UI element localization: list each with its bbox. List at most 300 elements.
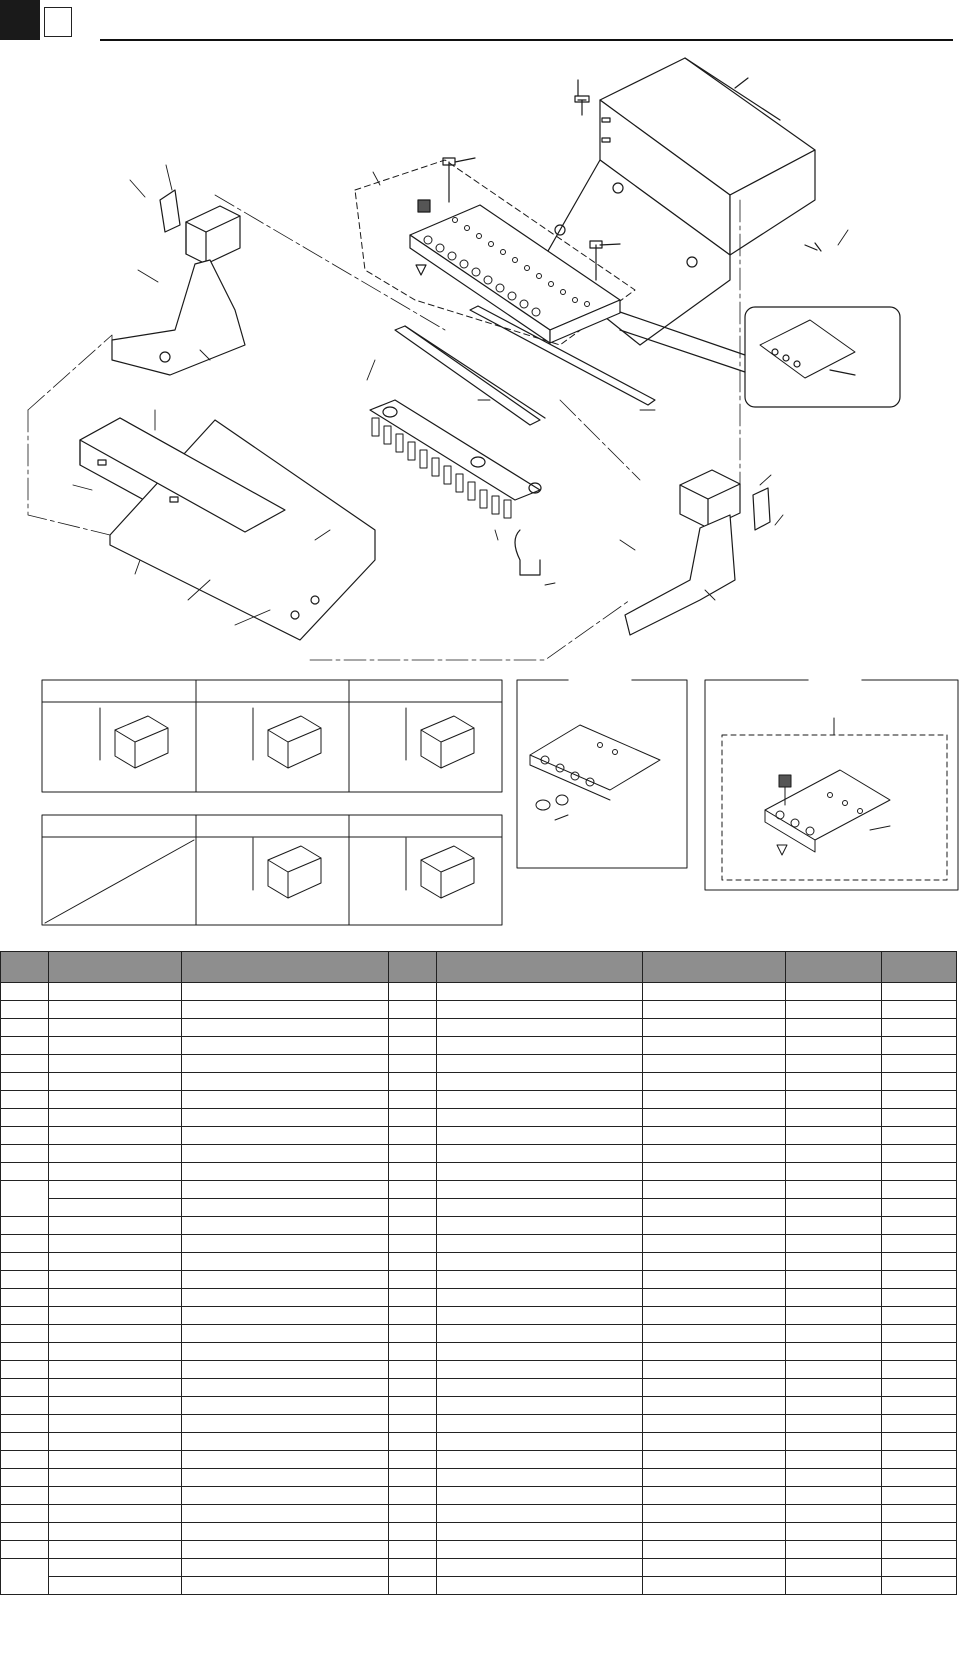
table-cell xyxy=(882,1109,957,1127)
table-cell xyxy=(49,1451,182,1469)
detail-grid-lower xyxy=(42,815,502,925)
table-cell xyxy=(882,1271,957,1289)
table-cell-no xyxy=(1,1505,49,1523)
table-row xyxy=(1,1361,957,1379)
table-cell xyxy=(389,1271,437,1289)
table-cell xyxy=(437,1397,643,1415)
table-cell xyxy=(786,1109,882,1127)
table-cell xyxy=(49,1433,182,1451)
detail-grid-upper xyxy=(42,680,502,792)
table-cell xyxy=(437,1199,643,1217)
table-cell xyxy=(882,1253,957,1271)
table-cell xyxy=(437,1325,643,1343)
table-row xyxy=(1,1307,957,1325)
table-row xyxy=(1,1559,957,1577)
table-row xyxy=(1,1577,957,1595)
table-cell xyxy=(49,1109,182,1127)
table-cell xyxy=(49,1307,182,1325)
table-cell-no xyxy=(1,1109,49,1127)
table-cell xyxy=(643,1379,786,1397)
table-cell xyxy=(786,1217,882,1235)
table-cell xyxy=(389,1559,437,1577)
table-row xyxy=(1,1235,957,1253)
table-cell-no xyxy=(1,1469,49,1487)
table-cell xyxy=(786,1361,882,1379)
table-cell xyxy=(786,1289,882,1307)
table-cell xyxy=(182,1037,389,1055)
table-cell xyxy=(786,1577,882,1595)
table-cell xyxy=(182,1577,389,1595)
parts-list-table xyxy=(0,951,957,1595)
table-cell-no xyxy=(1,1307,49,1325)
side-bracket-left xyxy=(112,190,245,375)
table-cell xyxy=(182,1433,389,1451)
tray-panel xyxy=(80,418,375,640)
table-cell xyxy=(437,1145,643,1163)
table-cell-no xyxy=(1,1559,49,1595)
table-cell xyxy=(643,1235,786,1253)
table-cell xyxy=(786,1325,882,1343)
table-cell xyxy=(437,1055,643,1073)
table-row xyxy=(1,1433,957,1451)
table-cell xyxy=(389,1415,437,1433)
table-cell xyxy=(786,1091,882,1109)
table-row xyxy=(1,1181,957,1199)
table-cell xyxy=(786,1127,882,1145)
table-cell xyxy=(643,1073,786,1091)
table-cell xyxy=(882,1037,957,1055)
table-cell xyxy=(882,983,957,1001)
table-cell-no xyxy=(1,1289,49,1307)
table-cell xyxy=(643,1091,786,1109)
table-cell-no xyxy=(1,1253,49,1271)
table-cell xyxy=(437,1037,643,1055)
table-cell xyxy=(49,1181,182,1199)
table-cell xyxy=(786,1019,882,1037)
table-cell xyxy=(786,1559,882,1577)
table-row xyxy=(1,1163,957,1181)
table-cell xyxy=(389,1037,437,1055)
table-cell xyxy=(389,983,437,1001)
table-cell xyxy=(882,1289,957,1307)
table-row xyxy=(1,1271,957,1289)
table-cell xyxy=(389,1487,437,1505)
table-cell xyxy=(437,1451,643,1469)
table-cell xyxy=(389,1361,437,1379)
table-cell xyxy=(643,1199,786,1217)
table-cell xyxy=(49,1073,182,1091)
table-cell xyxy=(182,1073,389,1091)
table-cell xyxy=(437,1235,643,1253)
table-cell xyxy=(182,1091,389,1109)
table-cell xyxy=(643,1577,786,1595)
table-cell-no xyxy=(1,1271,49,1289)
table-cell xyxy=(786,1379,882,1397)
table-cell xyxy=(389,1505,437,1523)
table-cell xyxy=(49,1055,182,1073)
table-cell xyxy=(49,1577,182,1595)
table-cell xyxy=(786,1541,882,1559)
table-cell-no xyxy=(1,1487,49,1505)
table-row xyxy=(1,1451,957,1469)
table-cell xyxy=(182,1361,389,1379)
table-cell-no xyxy=(1,1091,49,1109)
table-row xyxy=(1,983,957,1001)
table-cell xyxy=(882,1307,957,1325)
table-row xyxy=(1,1037,957,1055)
table-cell xyxy=(389,1379,437,1397)
table-cell xyxy=(643,1487,786,1505)
table-row xyxy=(1,1145,957,1163)
table-cell-no xyxy=(1,1181,49,1217)
table-cell xyxy=(882,1163,957,1181)
table-row xyxy=(1,1001,957,1019)
table-cell xyxy=(643,1397,786,1415)
table-cell xyxy=(49,1559,182,1577)
table-cell xyxy=(882,1361,957,1379)
table-cell xyxy=(643,1343,786,1361)
table-cell xyxy=(49,1001,182,1019)
solenoid-valve-row xyxy=(370,400,541,518)
table-cell-no xyxy=(1,1145,49,1163)
table-cell xyxy=(643,1559,786,1577)
table-cell xyxy=(389,1145,437,1163)
table-cell xyxy=(389,1055,437,1073)
table-header-row xyxy=(1,952,957,983)
table-cell xyxy=(182,1559,389,1577)
table-cell xyxy=(882,1523,957,1541)
table-cell xyxy=(882,1019,957,1037)
table-row xyxy=(1,1127,957,1145)
table-cell xyxy=(882,1559,957,1577)
table-cell xyxy=(643,1019,786,1037)
table-cell xyxy=(882,1001,957,1019)
table-cell xyxy=(49,1199,182,1217)
table-cell xyxy=(389,1001,437,1019)
table-cell xyxy=(182,983,389,1001)
table-row xyxy=(1,1469,957,1487)
table-cell xyxy=(437,1127,643,1145)
column-header xyxy=(437,952,643,983)
table-cell xyxy=(49,1505,182,1523)
table-cell xyxy=(643,1307,786,1325)
table-cell xyxy=(389,1289,437,1307)
table-cell xyxy=(49,1469,182,1487)
table-cell xyxy=(643,1289,786,1307)
table-cell xyxy=(643,1433,786,1451)
table-cell-no xyxy=(1,1343,49,1361)
table-cell xyxy=(437,983,643,1001)
table-cell-no xyxy=(1,1037,49,1055)
table-cell xyxy=(643,1451,786,1469)
table-cell xyxy=(389,1469,437,1487)
table-cell xyxy=(182,1469,389,1487)
table-cell xyxy=(182,1055,389,1073)
table-cell xyxy=(882,1325,957,1343)
column-header xyxy=(1,952,49,983)
hose-clamp xyxy=(515,530,540,575)
table-cell xyxy=(182,1343,389,1361)
table-row xyxy=(1,1541,957,1559)
table-cell xyxy=(437,1091,643,1109)
table-cell xyxy=(643,1001,786,1019)
table-cell xyxy=(182,1109,389,1127)
table-cell xyxy=(786,1523,882,1541)
table-row xyxy=(1,1217,957,1235)
column-header xyxy=(49,952,182,983)
table-row xyxy=(1,1415,957,1433)
table-row xyxy=(1,1289,957,1307)
table-cell xyxy=(786,1451,882,1469)
table-cell xyxy=(882,1343,957,1361)
table-cell xyxy=(643,1217,786,1235)
table-cell xyxy=(389,1181,437,1199)
table-cell xyxy=(437,1109,643,1127)
table-row xyxy=(1,1325,957,1343)
table-cell xyxy=(49,1091,182,1109)
table-cell xyxy=(389,1091,437,1109)
table-cell xyxy=(643,1469,786,1487)
table-cell xyxy=(389,1109,437,1127)
table-cell xyxy=(643,983,786,1001)
table-row xyxy=(1,1253,957,1271)
side-bracket-right xyxy=(625,470,770,635)
table-cell-no xyxy=(1,1379,49,1397)
table-cell xyxy=(49,1325,182,1343)
table-cell xyxy=(437,1577,643,1595)
table-cell-no xyxy=(1,1415,49,1433)
table-cell xyxy=(643,1163,786,1181)
table-cell xyxy=(182,1145,389,1163)
table-cell xyxy=(882,1379,957,1397)
table-cell xyxy=(786,1001,882,1019)
table-cell-no xyxy=(1,1163,49,1181)
table-cell xyxy=(182,1541,389,1559)
table-cell xyxy=(49,1235,182,1253)
table-cell xyxy=(882,1217,957,1235)
table-cell xyxy=(882,1541,957,1559)
table-cell xyxy=(389,1307,437,1325)
table-cell-no xyxy=(1,1451,49,1469)
table-row xyxy=(1,1019,957,1037)
table-cell xyxy=(389,1541,437,1559)
table-cell xyxy=(437,1271,643,1289)
table-cell-no xyxy=(1,1055,49,1073)
table-cell xyxy=(786,1469,882,1487)
table-cell-no xyxy=(1,1019,49,1037)
table-cell xyxy=(437,1343,643,1361)
table-cell xyxy=(882,1577,957,1595)
table-cell xyxy=(182,1397,389,1415)
detail-box-left xyxy=(517,680,687,868)
table-cell xyxy=(643,1037,786,1055)
table-row xyxy=(1,1073,957,1091)
table-cell xyxy=(389,1163,437,1181)
table-cell xyxy=(182,1181,389,1199)
table-cell xyxy=(49,1361,182,1379)
table-cell xyxy=(882,1433,957,1451)
table-cell xyxy=(437,1469,643,1487)
table-row xyxy=(1,1487,957,1505)
table-cell xyxy=(882,1145,957,1163)
table-cell xyxy=(49,1145,182,1163)
table-cell xyxy=(389,1523,437,1541)
table-cell xyxy=(182,1163,389,1181)
table-cell xyxy=(437,1541,643,1559)
table-cell xyxy=(643,1523,786,1541)
table-cell-no xyxy=(1,983,49,1001)
table-cell xyxy=(786,1235,882,1253)
table-row xyxy=(1,1505,957,1523)
table-cell xyxy=(182,1235,389,1253)
table-cell xyxy=(182,1199,389,1217)
column-header xyxy=(182,952,389,983)
table-cell xyxy=(389,1397,437,1415)
table-cell xyxy=(389,1127,437,1145)
table-cell xyxy=(643,1253,786,1271)
table-cell xyxy=(182,1289,389,1307)
table-cell xyxy=(437,1523,643,1541)
table-cell xyxy=(786,983,882,1001)
table-cell xyxy=(643,1415,786,1433)
table-cell xyxy=(182,1127,389,1145)
table-cell xyxy=(882,1055,957,1073)
table-cell xyxy=(786,1145,882,1163)
table-cell xyxy=(882,1397,957,1415)
table-cell xyxy=(49,1163,182,1181)
table-row xyxy=(1,1109,957,1127)
table-cell xyxy=(437,1559,643,1577)
table-cell xyxy=(182,1415,389,1433)
table-cell xyxy=(786,1163,882,1181)
table-cell xyxy=(643,1181,786,1199)
table-cell xyxy=(643,1271,786,1289)
table-cell xyxy=(389,1577,437,1595)
table-cell xyxy=(882,1487,957,1505)
table-cell xyxy=(49,1523,182,1541)
table-cell xyxy=(389,1433,437,1451)
table-cell xyxy=(437,1181,643,1199)
table-cell xyxy=(882,1235,957,1253)
table-cell xyxy=(182,1325,389,1343)
table-cell xyxy=(437,1433,643,1451)
table-cell-no xyxy=(1,1523,49,1541)
detail-box-right xyxy=(705,680,958,890)
table-cell xyxy=(49,1271,182,1289)
table-cell xyxy=(882,1091,957,1109)
table-cell xyxy=(882,1181,957,1199)
table-cell xyxy=(786,1271,882,1289)
table-cell xyxy=(437,1505,643,1523)
table-cell xyxy=(786,1433,882,1451)
table-cell xyxy=(182,1271,389,1289)
table-cell xyxy=(182,1451,389,1469)
table-cell xyxy=(882,1127,957,1145)
table-cell xyxy=(49,1343,182,1361)
table-cell xyxy=(786,1307,882,1325)
table-cell xyxy=(437,1487,643,1505)
table-cell xyxy=(437,1307,643,1325)
table-cell xyxy=(643,1127,786,1145)
table-cell xyxy=(786,1199,882,1217)
table-cell xyxy=(49,1253,182,1271)
table-cell-no xyxy=(1,1397,49,1415)
table-cell-no xyxy=(1,1217,49,1235)
table-cell xyxy=(49,1127,182,1145)
table-cell xyxy=(437,1217,643,1235)
table-cell xyxy=(643,1109,786,1127)
table-cell xyxy=(882,1415,957,1433)
table-cell xyxy=(49,1037,182,1055)
table-cell xyxy=(389,1073,437,1091)
table-cell xyxy=(437,1001,643,1019)
table-row xyxy=(1,1055,957,1073)
table-cell-no xyxy=(1,1073,49,1091)
column-header xyxy=(786,952,882,983)
table-cell xyxy=(437,1361,643,1379)
table-cell xyxy=(437,1415,643,1433)
table-cell xyxy=(643,1361,786,1379)
table-row xyxy=(1,1397,957,1415)
table-cell-no xyxy=(1,1001,49,1019)
table-cell xyxy=(882,1199,957,1217)
table-cell-no xyxy=(1,1325,49,1343)
table-cell xyxy=(786,1487,882,1505)
table-cell xyxy=(786,1037,882,1055)
table-cell xyxy=(437,1019,643,1037)
table-cell-no xyxy=(1,1433,49,1451)
column-header xyxy=(389,952,437,983)
table-cell xyxy=(437,1289,643,1307)
table-cell xyxy=(786,1073,882,1091)
table-cell xyxy=(437,1163,643,1181)
table-cell xyxy=(182,1487,389,1505)
table-cell xyxy=(437,1379,643,1397)
table-cell xyxy=(643,1541,786,1559)
table-row xyxy=(1,1091,957,1109)
table-cell xyxy=(643,1505,786,1523)
table-cell xyxy=(786,1253,882,1271)
table-cell xyxy=(182,1019,389,1037)
table-cell-no xyxy=(1,1541,49,1559)
column-header xyxy=(882,952,957,983)
table-cell xyxy=(643,1055,786,1073)
table-cell xyxy=(49,1379,182,1397)
table-cell xyxy=(389,1325,437,1343)
table-cell xyxy=(389,1199,437,1217)
table-cell xyxy=(786,1415,882,1433)
table-cell xyxy=(49,1541,182,1559)
table-cell xyxy=(182,1217,389,1235)
table-cell xyxy=(49,1289,182,1307)
table-cell xyxy=(882,1073,957,1091)
table-cell xyxy=(643,1325,786,1343)
table-cell xyxy=(49,983,182,1001)
table-cell xyxy=(182,1379,389,1397)
table-cell xyxy=(389,1343,437,1361)
table-cell xyxy=(786,1181,882,1199)
table-cell xyxy=(389,1253,437,1271)
table-cell xyxy=(786,1505,882,1523)
table-cell xyxy=(182,1001,389,1019)
table-row xyxy=(1,1343,957,1361)
table-cell-no xyxy=(1,1361,49,1379)
table-cell xyxy=(49,1487,182,1505)
table-cell xyxy=(786,1397,882,1415)
table-row xyxy=(1,1379,957,1397)
table-cell xyxy=(182,1523,389,1541)
table-cell xyxy=(182,1505,389,1523)
